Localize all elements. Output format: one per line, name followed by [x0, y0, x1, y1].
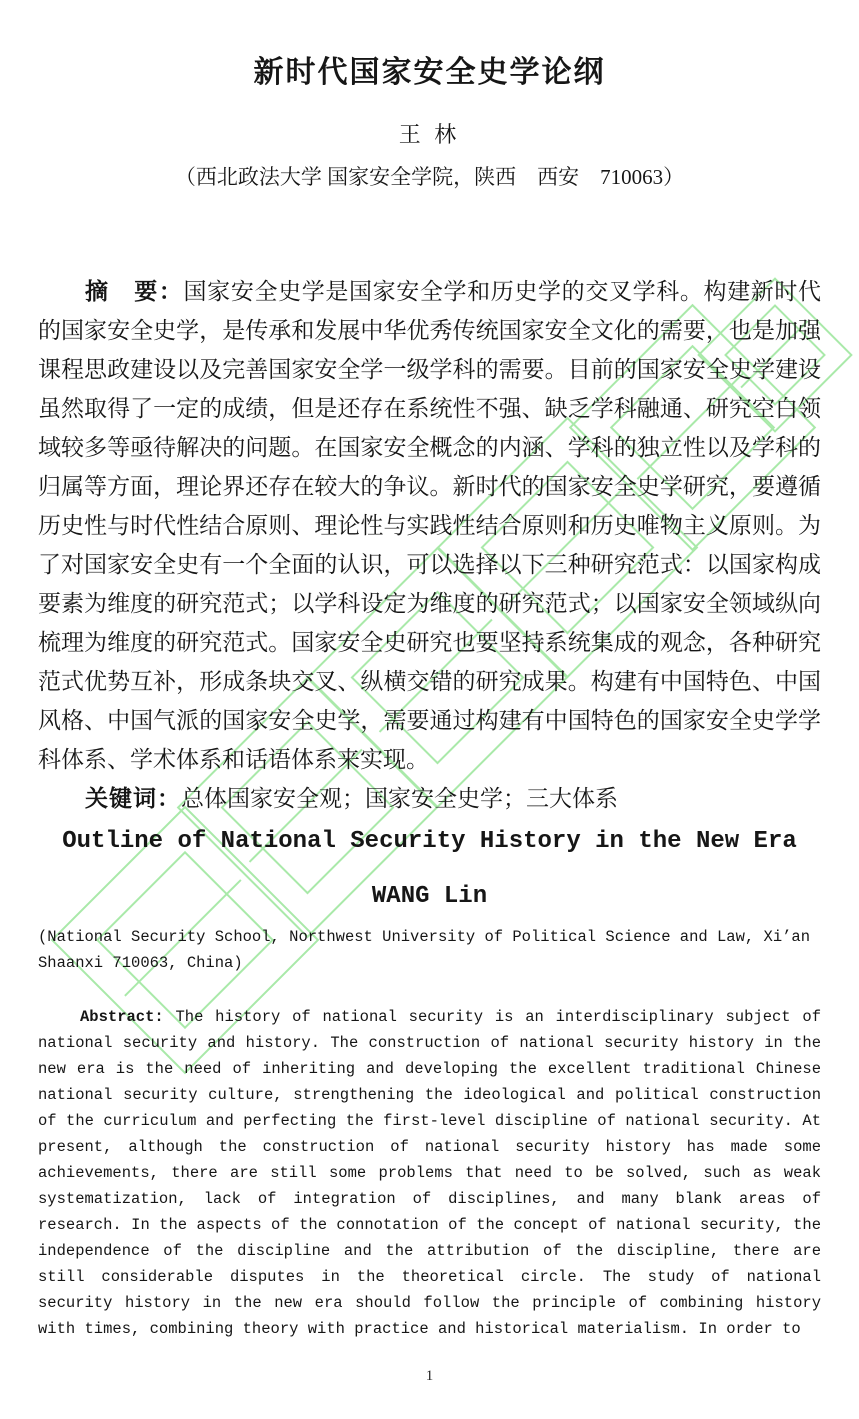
affiliation-cn: （西北政法大学 国家安全学院，陕西 西安 710063）: [174, 165, 685, 189]
abstract-en: [38, 1004, 821, 1342]
abstract-text-en: [164, 1008, 176, 1026]
abstract-text-cn: 国家安全史学是国家安全学和历史学的交叉学科。构建新时代的国家安全史学，是传承和发展中华优秀传统国家安全文化的需要，也是加强课程思政建设以及完善国家安全学一级学科的需要。目前的国家安全史学建设虽然取得了一定的成绩，但是还存在系统性不强、缺乏学科融通、研究空白领域较多等亟待解决的问题。在国家安全概念的内涵、学科的独立性以及学科的归属等方面，理论界还存在较大的争议。新时代的国家安全史学研究，要遵循历史性与时代性结合原则、理论性与实践性结合原则和历史唯物主义原则。为了对国家安全史有一个全面的认识，可以选择以下三种研究范式：以国家构成要素为维度的研究范式；以学科设定为维度的研究范式；以国家安全领域纵向梳理为维度的研究范式。国家安全史研究也要坚持系统集成的观念，各种研究范式优势互补，形成条块交叉、纵横交错的研究成果。构建有中国特色、中国风格、中国气派的国家安全史学，需要通过构建有中国特色的国家安全史学学科体系、学术体系和话语体系来实现。: [38, 279, 822, 772]
affiliation-en: (National Security School, Northwest University of Political Science and Law, Xi’an Shaanxi 710063, China): [38, 928, 811, 972]
page-number: 1: [425, 1368, 434, 1384]
keywords-label: 关键词：: [85, 785, 181, 811]
abstract-body-en: The history of national security is an interdisciplinary subject of national security and history. The construction of national security history in the new era is the need of inheriting and developing the excellent traditional Chinese national security culture, strengthening the ideological and political construction of the curriculum and perfecting the first-level discipline of national security. At present, although the construction of national security history has made some achievements, there are still some problems that need to be solved, such as weak systematization, lack of integration of disciplines, and many blank areas of research. In the aspects of the connotation of the concept of national security, the independence of the discipline and the attribution of the discipline, there are still considerable disputes in the theoretical circle. The study of national security history in the new era should follow the principle of combining history with times, combining theory with practice and historical materialism. In order to: [38, 1008, 821, 1338]
keywords-line: [38, 779, 821, 818]
author-name-en: WANG Lin: [371, 883, 488, 910]
abstract-label-en: Abstract:: [80, 1008, 164, 1026]
abstract-label-cn: 摘 要：: [85, 278, 184, 304]
keywords-text: 总体国家安全观；国家安全史学；三大体系: [181, 786, 618, 811]
page-title: 新时代国家安全史学论纲: [253, 56, 606, 89]
page-title-en: Outline of National Security History in the New Era: [62, 828, 797, 855]
author-name-cn: 王 林: [398, 122, 461, 147]
abstract-cn: [38, 272, 821, 779]
article-content: [38, 0, 821, 1342]
